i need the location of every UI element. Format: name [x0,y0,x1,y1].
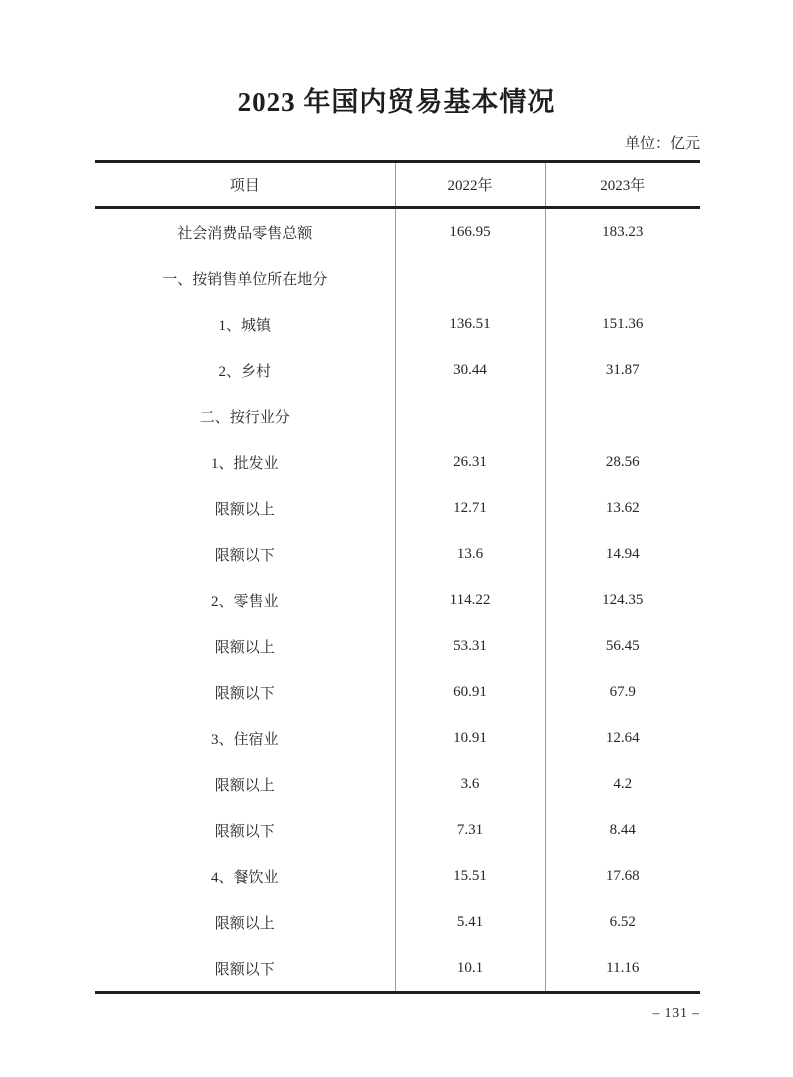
row-value-2023: 14.94 [545,531,700,577]
row-label: 限额以上 [214,777,275,794]
table-row [95,853,700,899]
table-row [95,301,700,347]
table-header-row [95,162,700,208]
table-row [95,945,700,993]
row-value-2022: 5.41 [395,899,545,945]
row-value-2023: 56.45 [545,623,700,669]
row-value-2023: 17.68 [545,853,700,899]
row-label: 限额以下 [214,823,275,840]
row-value-2022: 53.31 [395,623,545,669]
row-value-2022: 15.51 [395,853,545,899]
row-value-2022: 3.6 [395,761,545,807]
row-label: 限额以下 [214,961,275,978]
row-value-2023: 124.35 [545,577,700,623]
row-value-2023: 11.16 [545,945,700,993]
row-value-2023: 13.62 [545,485,700,531]
row-label: 2、乡村 [218,363,271,380]
column-header-item: 项目 [95,162,395,208]
column-header-2023: 2023年 [545,162,700,208]
row-label: 3、住宿业 [210,731,279,748]
row-value-2022: 26.31 [395,439,545,485]
table-row [95,807,700,853]
row-value-2023: 12.64 [545,715,700,761]
table-body [95,208,700,993]
row-label: 2、零售业 [210,593,279,610]
row-value-2023: 67.9 [545,669,700,715]
row-label: 限额以下 [214,685,275,702]
table-row [95,577,700,623]
row-value-2023: 151.36 [545,301,700,347]
row-value-2023: 31.87 [545,347,700,393]
row-value-2022: 166.95 [395,208,545,256]
table-row [95,255,700,301]
row-value-2022: 13.6 [395,531,545,577]
table-row [95,439,700,485]
table-row [95,208,700,256]
row-value-2023: 28.56 [545,439,700,485]
row-value-2022: 136.51 [395,301,545,347]
row-value-2022: 12.71 [395,485,545,531]
row-value-2023: 8.44 [545,807,700,853]
row-label: 一、按销售单位所在地分 [162,271,328,288]
table-row [95,669,700,715]
page-number: – 131 – [652,1005,700,1020]
table-row [95,485,700,531]
row-label: 二、按行业分 [199,409,290,426]
row-value-2023: 183.23 [545,208,700,256]
row-label: 4、餐饮业 [210,869,279,886]
table-row [95,531,700,577]
row-value-2022 [395,393,545,439]
table-row [95,393,700,439]
row-value-2022: 10.1 [395,945,545,993]
row-value-2023 [545,393,700,439]
column-header-2022: 2022年 [395,162,545,208]
row-value-2023: 4.2 [545,761,700,807]
row-label: 限额以上 [214,915,275,932]
row-value-2022: 10.91 [395,715,545,761]
table-row [95,623,700,669]
row-label: 社会消费品零售总额 [177,225,313,242]
row-value-2022: 7.31 [395,807,545,853]
row-value-2023 [545,255,700,301]
row-value-2022: 114.22 [395,577,545,623]
page-title: 2023 年国内贸易基本情况 [237,87,556,117]
row-value-2022: 30.44 [395,347,545,393]
table-row [95,715,700,761]
row-label: 限额以上 [214,501,275,518]
table-row [95,899,700,945]
row-value-2023: 6.52 [545,899,700,945]
table-row [95,761,700,807]
unit-label: 单位：亿元 [624,136,700,152]
table-row [95,347,700,393]
row-label: 限额以上 [214,639,275,656]
row-label: 限额以下 [214,547,275,564]
row-value-2022: 60.91 [395,669,545,715]
row-label: 1、批发业 [210,455,279,472]
row-label: 1、城镇 [218,317,271,334]
row-value-2022 [395,255,545,301]
trade-table [95,160,700,994]
